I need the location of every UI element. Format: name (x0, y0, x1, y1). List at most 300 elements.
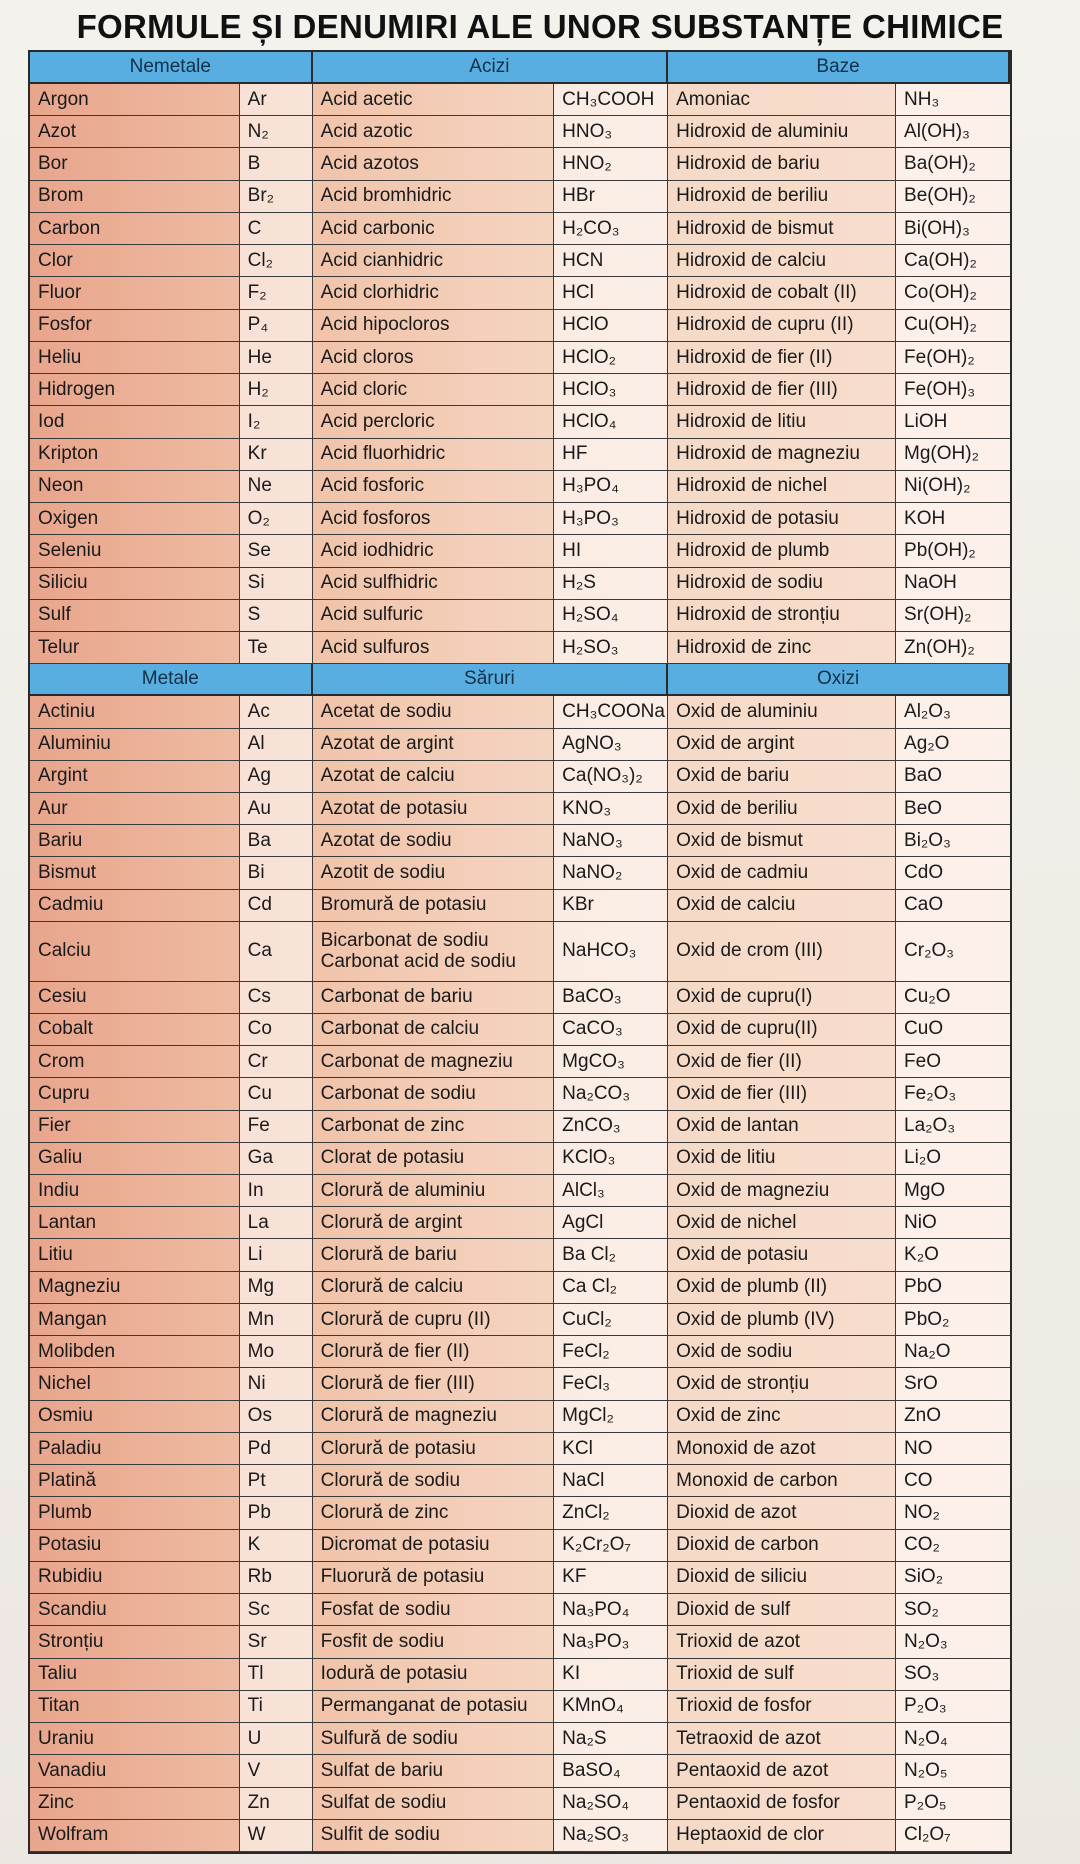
table-cell-compound-formula: AgNO₃ (554, 729, 668, 761)
table-cell-compound-name-2: Dioxid de siliciu (668, 1562, 896, 1594)
table-cell-compound-formula-2: Bi₂O₃ (896, 825, 1010, 857)
table-cell-compound-name: Acid fosforic (313, 471, 555, 503)
table-cell-compound-formula: HClO₃ (554, 374, 668, 406)
table-cell-element-symbol: Si (240, 568, 313, 600)
table-cell-element-name: Scandiu (30, 1594, 240, 1626)
table-cell-compound-name-2: Oxid de aluminiu (668, 696, 896, 728)
table-cell-compound-formula: KNO₃ (554, 793, 668, 825)
table-cell-element-symbol: O₂ (240, 503, 313, 535)
table-cell-element-symbol: Pt (240, 1465, 313, 1497)
table-cell-element-name: Aur (30, 793, 240, 825)
table-cell-element-symbol: Cr (240, 1046, 313, 1078)
table-cell-element-name: Bariu (30, 825, 240, 857)
table-cell-compound-formula-2: CdO (896, 857, 1010, 889)
table-cell-element-name: Nichel (30, 1368, 240, 1400)
table-cell-compound-name-2: Hidroxid de nichel (668, 471, 896, 503)
table-cell-compound-name: Azotat de argint (313, 729, 555, 761)
table-cell-element-symbol: Rb (240, 1562, 313, 1594)
table-cell-element-symbol: Li (240, 1239, 313, 1271)
table-cell-element-name: Hidrogen (30, 374, 240, 406)
table-cell-element-symbol: Zn (240, 1788, 313, 1820)
table-cell-element-name: Siliciu (30, 568, 240, 600)
table-cell-element-name: Lantan (30, 1207, 240, 1239)
table-cell-compound-name: Acid iodhidric (313, 535, 555, 567)
table-cell-compound-name-2: Hidroxid de zinc (668, 632, 896, 664)
table-cell-element-symbol: P₄ (240, 310, 313, 342)
table-cell-compound-formula: Ca Cl₂ (554, 1272, 668, 1304)
table-cell-compound-name-2: Oxid de zinc (668, 1401, 896, 1433)
table-cell-compound-name: Acid bromhidric (313, 181, 555, 213)
table-cell-element-symbol: Mn (240, 1304, 313, 1336)
table-cell-compound-name-2: Oxid de plumb (IV) (668, 1304, 896, 1336)
table-cell-compound-name: Acid cloric (313, 374, 555, 406)
table-cell-compound-name-2: Hidroxid de fier (II) (668, 342, 896, 374)
table-cell-compound-name-2: Pentaoxid de fosfor (668, 1788, 896, 1820)
table-cell-element-symbol: Sc (240, 1594, 313, 1626)
table-cell-element-name: Crom (30, 1046, 240, 1078)
table-cell-compound-name: Sulfit de sodiu (313, 1820, 555, 1852)
table-cell-element-name: Neon (30, 471, 240, 503)
table-cell-compound-name: Acid percloric (313, 406, 555, 438)
table-cell-compound-name-2: Oxid de argint (668, 729, 896, 761)
section-header-acizi: Acizi (313, 52, 669, 84)
table-cell-compound-formula: Na₃PO₃ (554, 1626, 668, 1658)
table-cell-element-name: Fluor (30, 277, 240, 309)
table-cell-element-symbol: Se (240, 535, 313, 567)
table-cell-compound-name: Clorură de cupru (II) (313, 1304, 555, 1336)
table-cell-compound-name-2: Oxid de crom (III) (668, 922, 896, 982)
table-cell-compound-name: Clorură de sodiu (313, 1465, 555, 1497)
table-cell-compound-name: Carbonat de bariu (313, 982, 555, 1014)
table-cell-element-symbol: Mg (240, 1272, 313, 1304)
table-cell-compound-name: Acid azotos (313, 148, 555, 180)
table-cell-compound-name: Azotat de potasiu (313, 793, 555, 825)
table-cell-compound-formula: H₂S (554, 568, 668, 600)
table-cell-compound-name-2: Oxid de cadmiu (668, 857, 896, 889)
table-cell-compound-name-2: Pentaoxid de azot (668, 1755, 896, 1787)
table-cell-compound-name-2: Hidroxid de cobalt (II) (668, 277, 896, 309)
table-cell-compound-formula-2: NO₂ (896, 1497, 1010, 1529)
table-cell-element-name: Azot (30, 116, 240, 148)
table-cell-element-name: Litiu (30, 1239, 240, 1271)
table-cell-compound-formula-2: N₂O₃ (896, 1626, 1010, 1658)
table-cell-compound-formula: NaNO₃ (554, 825, 668, 857)
table-cell-element-symbol: Ne (240, 471, 313, 503)
table-cell-compound-formula-2: N₂O₄ (896, 1723, 1010, 1755)
table-cell-compound-name-2: Hidroxid de plumb (668, 535, 896, 567)
table-cell-compound-formula-2: Fe(OH)₂ (896, 342, 1010, 374)
table-cell-compound-formula: NaNO₂ (554, 857, 668, 889)
table-cell-element-symbol: Au (240, 793, 313, 825)
table-cell-compound-name: Fosfat de sodiu (313, 1594, 555, 1626)
table-cell-element-symbol: Sr (240, 1626, 313, 1658)
table-cell-element-name: Argint (30, 761, 240, 793)
table-grid (30, 52, 1010, 1852)
table-cell-compound-formula-2: Pb(OH)₂ (896, 535, 1010, 567)
table-cell-compound-name: Sulfat de sodiu (313, 1788, 555, 1820)
table-cell-element-symbol: B (240, 148, 313, 180)
table-cell-compound-formula-2: Sr(OH)₂ (896, 600, 1010, 632)
table-cell-compound-name: Acid sulfhidric (313, 568, 555, 600)
table-cell-element-symbol: H₂ (240, 374, 313, 406)
table-cell-compound-name: Carbonat de sodiu (313, 1078, 555, 1110)
table-cell-element-symbol: Mo (240, 1336, 313, 1368)
table-cell-compound-formula-2: Ca(OH)₂ (896, 245, 1010, 277)
table-cell-compound-formula-2: Na₂O (896, 1336, 1010, 1368)
table-cell-element-symbol: Ba (240, 825, 313, 857)
table-cell-compound-formula-2: Be(OH)₂ (896, 181, 1010, 213)
table-cell-compound-name: Azotat de sodiu (313, 825, 555, 857)
table-cell-element-symbol: Ag (240, 761, 313, 793)
table-cell-compound-name-2: Oxid de cupru(I) (668, 982, 896, 1014)
page-title: FORMULE ȘI DENUMIRI ALE UNOR SUBSTANȚE CHIMICE (76, 8, 1004, 45)
table-cell-element-symbol: Pd (240, 1433, 313, 1465)
table-cell-compound-formula-2: Zn(OH)₂ (896, 632, 1010, 664)
table-cell-compound-name-2: Oxid de stronțiu (668, 1368, 896, 1400)
table-cell-compound-name-2: Dioxid de sulf (668, 1594, 896, 1626)
table-cell-compound-formula-2: SrO (896, 1368, 1010, 1400)
table-cell-compound-formula: KMnO₄ (554, 1691, 668, 1723)
table-cell-compound-formula: BaCO₃ (554, 982, 668, 1014)
table-cell-compound-formula-2: Co(OH)₂ (896, 277, 1010, 309)
table-cell-compound-name: Acetat de sodiu (313, 696, 555, 728)
table-cell-element-symbol: In (240, 1175, 313, 1207)
table-cell-compound-formula: MgCl₂ (554, 1401, 668, 1433)
table-cell-element-name: Fier (30, 1111, 240, 1143)
table-cell-element-symbol: Pb (240, 1497, 313, 1529)
table-cell-element-name: Seleniu (30, 535, 240, 567)
table-cell-compound-formula: NaCl (554, 1465, 668, 1497)
table-cell-compound-formula-2: PbO (896, 1272, 1010, 1304)
table-cell-compound-formula: BaSO₄ (554, 1755, 668, 1787)
table-cell-compound-name-2: Dioxid de azot (668, 1497, 896, 1529)
table-cell-compound-name: Clorură de bariu (313, 1239, 555, 1271)
table-cell-compound-formula-2: Fe₂O₃ (896, 1078, 1010, 1110)
table-cell-element-name: Heliu (30, 342, 240, 374)
table-cell-compound-formula: HNO₃ (554, 116, 668, 148)
table-cell-compound-formula: HClO₂ (554, 342, 668, 374)
table-cell-element-name: Argon (30, 84, 240, 116)
table-cell-element-name: Sulf (30, 600, 240, 632)
section-header-baze: Baze (668, 52, 1010, 84)
table-cell-compound-formula-2: Bi(OH)₃ (896, 213, 1010, 245)
table-cell-compound-formula: H₂SO₃ (554, 632, 668, 664)
table-cell-compound-formula-2: Al(OH)₃ (896, 116, 1010, 148)
table-cell-compound-formula-2: ZnO (896, 1401, 1010, 1433)
table-cell-compound-formula-2: Ni(OH)₂ (896, 471, 1010, 503)
table-cell-element-symbol: Co (240, 1014, 313, 1046)
table-cell-element-name: Wolfram (30, 1820, 240, 1852)
table-cell-element-name: Uraniu (30, 1723, 240, 1755)
table-cell-compound-name-2: Dioxid de carbon (668, 1530, 896, 1562)
table-cell-compound-formula-2: Cr₂O₃ (896, 922, 1010, 982)
table-cell-element-symbol: N₂ (240, 116, 313, 148)
table-cell-element-name: Carbon (30, 213, 240, 245)
section-header-nemetale: Nemetale (30, 52, 313, 84)
table-cell-compound-name-2: Oxid de fier (II) (668, 1046, 896, 1078)
table-cell-compound-formula: Na₂CO₃ (554, 1078, 668, 1110)
table-cell-compound-name-2: Trioxid de azot (668, 1626, 896, 1658)
table-cell-compound-name: Fluorură de potasiu (313, 1562, 555, 1594)
table-cell-compound-name: Dicromat de potasiu (313, 1530, 555, 1562)
table-cell-element-name: Bor (30, 148, 240, 180)
table-cell-element-symbol: Cu (240, 1078, 313, 1110)
table-cell-element-symbol: Cd (240, 890, 313, 922)
table-cell-compound-formula-2: CO₂ (896, 1530, 1010, 1562)
table-cell-element-name: Vanadiu (30, 1755, 240, 1787)
table-cell-compound-formula-2: PbO₂ (896, 1304, 1010, 1336)
table-cell-compound-formula: Na₂S (554, 1723, 668, 1755)
table-cell-compound-name: Acid fosforos (313, 503, 555, 535)
table-cell-compound-formula: KBr (554, 890, 668, 922)
table-cell-element-symbol: Cs (240, 982, 313, 1014)
table-cell-compound-name-2: Oxid de nichel (668, 1207, 896, 1239)
table-cell-element-symbol: C (240, 213, 313, 245)
table-cell-element-name: Actiniu (30, 696, 240, 728)
table-cell-compound-name: Sulfură de sodiu (313, 1723, 555, 1755)
table-cell-element-name: Taliu (30, 1659, 240, 1691)
table-cell-compound-name-2: Oxid de cupru(II) (668, 1014, 896, 1046)
table-cell-compound-name-2: Oxid de potasiu (668, 1239, 896, 1271)
table-cell-compound-name-2: Hidroxid de litiu (668, 406, 896, 438)
table-cell-compound-formula: ZnCO₃ (554, 1111, 668, 1143)
table-cell-compound-formula: AlCl₃ (554, 1175, 668, 1207)
table-cell-compound-formula: KClO₃ (554, 1143, 668, 1175)
table-cell-compound-name: Acid hipocloros (313, 310, 555, 342)
table-cell-compound-formula-2: Cu₂O (896, 982, 1010, 1014)
table-cell-compound-name-2: Oxid de beriliu (668, 793, 896, 825)
table-cell-compound-name: Clorură de magneziu (313, 1401, 555, 1433)
table-cell-compound-name: Acid fluorhidric (313, 439, 555, 471)
table-cell-compound-name-2: Hidroxid de fier (III) (668, 374, 896, 406)
table-cell-element-symbol: Ga (240, 1143, 313, 1175)
table-cell-compound-name: Clorat de potasiu (313, 1143, 555, 1175)
table-cell-compound-name: Clorură de aluminiu (313, 1175, 555, 1207)
table-cell-element-name: Stronțiu (30, 1626, 240, 1658)
table-cell-compound-formula: KI (554, 1659, 668, 1691)
table-cell-element-name: Osmiu (30, 1401, 240, 1433)
table-cell-compound-name-2: Oxid de sodiu (668, 1336, 896, 1368)
table-cell-element-name: Kripton (30, 439, 240, 471)
table-cell-compound-name-2: Hidroxid de cupru (II) (668, 310, 896, 342)
table-cell-element-symbol: Ti (240, 1691, 313, 1723)
table-cell-compound-formula-2: BaO (896, 761, 1010, 793)
table-cell-element-symbol: K (240, 1530, 313, 1562)
table-cell-element-name: Cupru (30, 1078, 240, 1110)
table-cell-element-symbol: Te (240, 632, 313, 664)
table-cell-element-symbol: Os (240, 1401, 313, 1433)
table-cell-compound-name-2: Hidroxid de aluminiu (668, 116, 896, 148)
table-cell-compound-formula: HClO (554, 310, 668, 342)
table-cell-compound-name-2: Hidroxid de bismut (668, 213, 896, 245)
table-cell-compound-formula-2: LiOH (896, 406, 1010, 438)
table-cell-element-symbol: La (240, 1207, 313, 1239)
table-cell-compound-formula-2: SO₃ (896, 1659, 1010, 1691)
table-cell-compound-formula: Na₂SO₄ (554, 1788, 668, 1820)
table-cell-element-name: Telur (30, 632, 240, 664)
table-cell-compound-name-2: Oxid de bismut (668, 825, 896, 857)
table-cell-compound-name: Azotit de sodiu (313, 857, 555, 889)
table-cell-compound-name: Clorură de argint (313, 1207, 555, 1239)
table-cell-element-name: Molibden (30, 1336, 240, 1368)
table-cell-compound-name: Iodură de potasiu (313, 1659, 555, 1691)
table-cell-element-name: Aluminiu (30, 729, 240, 761)
table-cell-compound-formula-2: MgO (896, 1175, 1010, 1207)
table-cell-element-name: Brom (30, 181, 240, 213)
table-cell-compound-formula: HBr (554, 181, 668, 213)
table-cell-element-name: Oxigen (30, 503, 240, 535)
table-cell-compound-name-2: Tetraoxid de azot (668, 1723, 896, 1755)
table-cell-element-symbol: F₂ (240, 277, 313, 309)
table-cell-element-name: Iod (30, 406, 240, 438)
table-cell-compound-name-2: Oxid de fier (III) (668, 1078, 896, 1110)
table-cell-element-name: Rubidiu (30, 1562, 240, 1594)
table-cell-compound-name: Azotat de calciu (313, 761, 555, 793)
table-cell-element-symbol: Ac (240, 696, 313, 728)
table-cell-element-name: Galiu (30, 1143, 240, 1175)
section-header-metale: Metale (30, 664, 313, 696)
table-cell-compound-formula-2: Li₂O (896, 1143, 1010, 1175)
table-cell-compound-formula-2: NiO (896, 1207, 1010, 1239)
table-cell-element-name: Clor (30, 245, 240, 277)
table-cell-compound-name-2: Monoxid de carbon (668, 1465, 896, 1497)
table-cell-element-symbol: Al (240, 729, 313, 761)
table-cell-element-symbol: Cl₂ (240, 245, 313, 277)
table-cell-compound-formula: Na₂SO₃ (554, 1820, 668, 1852)
table-cell-compound-formula: CuCl₂ (554, 1304, 668, 1336)
table-cell-compound-formula: H₃PO₃ (554, 503, 668, 535)
table-cell-compound-name: Permanganat de potasiu (313, 1691, 555, 1723)
table-cell-compound-name-2: Trioxid de sulf (668, 1659, 896, 1691)
table-cell-compound-name-2: Oxid de magneziu (668, 1175, 896, 1207)
table-cell-compound-name-2: Hidroxid de bariu (668, 148, 896, 180)
table-cell-compound-formula-2: P₂O₃ (896, 1691, 1010, 1723)
table-cell-compound-name: Sulfat de bariu (313, 1755, 555, 1787)
table-cell-element-name: Paladiu (30, 1433, 240, 1465)
table-cell-compound-name: Acid azotic (313, 116, 555, 148)
table-cell-compound-formula: FeCl₃ (554, 1368, 668, 1400)
table-cell-compound-formula-2: FeO (896, 1046, 1010, 1078)
table-cell-compound-name: Acid clorhidric (313, 277, 555, 309)
table-cell-compound-formula: K₂Cr₂O₇ (554, 1530, 668, 1562)
table-cell-compound-name-2: Oxid de lantan (668, 1111, 896, 1143)
table-cell-compound-formula-2: La₂O₃ (896, 1111, 1010, 1143)
table-cell-element-name: Potasiu (30, 1530, 240, 1562)
table-cell-compound-formula-2: CaO (896, 890, 1010, 922)
table-cell-compound-formula: AgCl (554, 1207, 668, 1239)
table-cell-compound-formula-2: Cl₂O₇ (896, 1820, 1010, 1852)
table-cell-compound-formula: KCl (554, 1433, 668, 1465)
table-cell-element-name: Platină (30, 1465, 240, 1497)
table-cell-compound-name-2: Oxid de calciu (668, 890, 896, 922)
table-cell-compound-name: Bicarbonat de sodiu Carbonat acid de sodiu (313, 922, 555, 982)
table-cell-compound-name: Acid sulfuros (313, 632, 555, 664)
table-cell-compound-name: Fosfit de sodiu (313, 1626, 555, 1658)
table-cell-compound-name-2: Hidroxid de beriliu (668, 181, 896, 213)
table-cell-element-name: Zinc (30, 1788, 240, 1820)
table-cell-compound-name: Clorură de potasiu (313, 1433, 555, 1465)
table-cell-compound-name-2: Hidroxid de sodiu (668, 568, 896, 600)
table-cell-compound-name: Carbonat de magneziu (313, 1046, 555, 1078)
table-cell-element-name: Bismut (30, 857, 240, 889)
table-cell-element-name: Magneziu (30, 1272, 240, 1304)
table-cell-compound-formula: HCN (554, 245, 668, 277)
table-cell-element-name: Calciu (30, 922, 240, 982)
table-cell-compound-name: Bromură de potasiu (313, 890, 555, 922)
table-cell-element-symbol: Ca (240, 922, 313, 982)
table-cell-compound-formula-2: BeO (896, 793, 1010, 825)
table-cell-compound-formula: Ba Cl₂ (554, 1239, 668, 1271)
table-cell-compound-name: Clorură de fier (III) (313, 1368, 555, 1400)
table-cell-compound-formula: CH₃COOH (554, 84, 668, 116)
table-cell-element-name: Plumb (30, 1497, 240, 1529)
table-cell-element-symbol: S (240, 600, 313, 632)
table-cell-element-symbol: Kr (240, 439, 313, 471)
table-cell-compound-formula: Na₃PO₄ (554, 1594, 668, 1626)
table-cell-compound-formula: FeCl₂ (554, 1336, 668, 1368)
table-cell-element-symbol: W (240, 1820, 313, 1852)
table-cell-element-name: Fosfor (30, 310, 240, 342)
table-cell-compound-name: Acid acetic (313, 84, 555, 116)
table-cell-compound-name: Acid cianhidric (313, 245, 555, 277)
table-cell-element-name: Cobalt (30, 1014, 240, 1046)
table-cell-compound-name-2: Oxid de plumb (II) (668, 1272, 896, 1304)
table-cell-compound-formula: HNO₂ (554, 148, 668, 180)
table-cell-element-symbol: Ni (240, 1368, 313, 1400)
table-cell-element-symbol: U (240, 1723, 313, 1755)
table-cell-element-symbol: V (240, 1755, 313, 1787)
table-cell-compound-formula-2: NO (896, 1433, 1010, 1465)
table-cell-compound-name: Acid sulfuric (313, 600, 555, 632)
table-cell-compound-formula-2: CO (896, 1465, 1010, 1497)
table-cell-compound-formula-2: SiO₂ (896, 1562, 1010, 1594)
section-header-oxizi: Oxizi (668, 664, 1010, 696)
table-cell-compound-formula-2: Al₂O₃ (896, 696, 1010, 728)
table-cell-compound-name-2: Amoniac (668, 84, 896, 116)
table-cell-element-symbol: I₂ (240, 406, 313, 438)
table-cell-element-symbol: Ar (240, 84, 313, 116)
table-cell-compound-name: Clorură de calciu (313, 1272, 555, 1304)
table-cell-compound-name-2: Hidroxid de magneziu (668, 439, 896, 471)
table-cell-compound-formula-2: P₂O₅ (896, 1788, 1010, 1820)
table-cell-compound-formula-2: N₂O₅ (896, 1755, 1010, 1787)
table-cell-compound-name: Carbonat de calciu (313, 1014, 555, 1046)
table-cell-compound-formula: H₃PO₄ (554, 471, 668, 503)
section-header-săruri: Săruri (313, 664, 669, 696)
table-cell-element-name: Cesiu (30, 982, 240, 1014)
table-cell-compound-formula: CH₃COONa (554, 696, 668, 728)
table-cell-compound-formula: HCl (554, 277, 668, 309)
table-cell-element-symbol: Bi (240, 857, 313, 889)
table-cell-compound-formula: H₂CO₃ (554, 213, 668, 245)
table-cell-compound-formula: H₂SO₄ (554, 600, 668, 632)
table-cell-compound-formula-2: Ba(OH)₂ (896, 148, 1010, 180)
table-cell-compound-formula-2: Cu(OH)₂ (896, 310, 1010, 342)
table-cell-compound-name: Clorură de zinc (313, 1497, 555, 1529)
table-cell-compound-formula: NaHCO₃ (554, 922, 668, 982)
table-cell-compound-formula: HF (554, 439, 668, 471)
table-cell-compound-name: Acid cloros (313, 342, 555, 374)
table-cell-compound-name-2: Hidroxid de calciu (668, 245, 896, 277)
table-cell-compound-formula-2: Ag₂O (896, 729, 1010, 761)
table-cell-element-symbol: Tl (240, 1659, 313, 1691)
table-cell-compound-name: Clorură de fier (II) (313, 1336, 555, 1368)
table-cell-compound-formula: KF (554, 1562, 668, 1594)
table-cell-compound-formula-2: NaOH (896, 568, 1010, 600)
chemistry-table (28, 50, 1012, 1854)
table-cell-compound-formula-2: Fe(OH)₃ (896, 374, 1010, 406)
table-cell-compound-name-2: Hidroxid de stronțiu (668, 600, 896, 632)
